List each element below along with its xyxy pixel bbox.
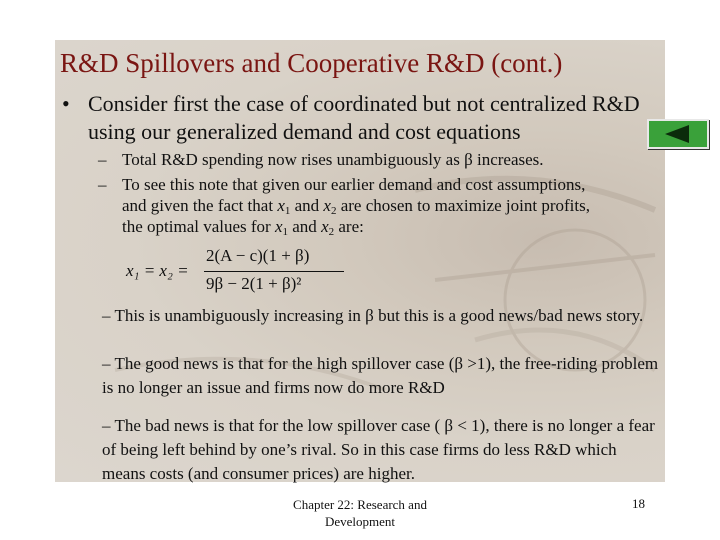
triangle-left-icon [665,125,689,143]
formula-numerator: 2(A − c)(1 + β) [206,246,310,265]
bullet-marker: • [62,91,70,116]
fraction-bar [204,271,344,272]
bullet-text: Consider first the case of coordinated but not centralized R&D using our generalized demand and cost equations [88,91,640,144]
page-number: 18 [632,496,645,511]
subbullet-line-2: and given the fact that $x_1$ and $x_2$ are chosen to maximize joint profits, [122,196,590,217]
subbullet-line-1: To see this note that given our earlier demand and cost assumptions, [122,175,586,194]
subbullet-text: Total R&D spending now rises unambiguously as β increases. [122,150,544,169]
optimal-x-formula [126,246,356,298]
formula-denominator: 9β − 2(1 + β)² [206,274,302,293]
footer-chapter: Chapter 22: Research and Development [293,497,427,529]
paragraph-bad-news: – The bad news is that for the low spillover case ( β < 1), there is no longer a fear of being left behind by one’s rival. So in this case firms do less R&D which means costs (and consumer prices) are higher. [102,416,655,483]
subbullet-marker: – [98,175,107,194]
paragraph-increasing: – This is unambiguously increasing in β but this is a good news/bad news story. [102,306,644,325]
formula-lhs: x₁ = x₂ = [126,261,189,280]
paragraph-good-news: – The good news is that for the high spillover case (β >1), the free-riding problem is no longer an issue and firms now do more R&D [102,354,659,397]
back-button[interactable] [647,119,709,149]
subbullet-marker: – [98,150,107,169]
subbullet-line-3: the optimal values for $x_1$ and $x_2$ are: [122,217,364,238]
slide-title: R&D Spillovers and Cooperative R&D (cont.) [60,48,563,78]
